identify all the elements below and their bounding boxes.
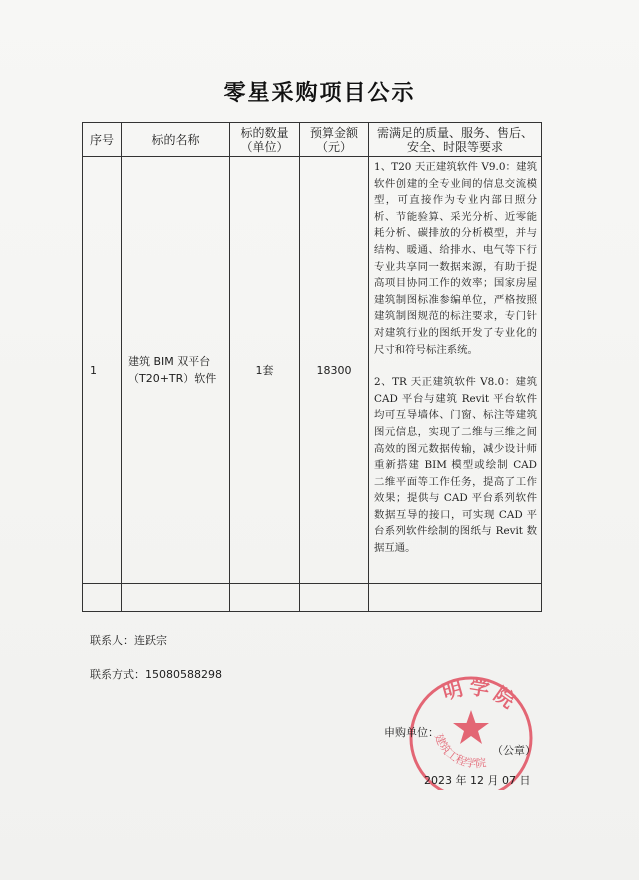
cell-quantity: 1套 (230, 157, 300, 584)
star-icon (453, 710, 489, 744)
cell-index: 1 (83, 157, 122, 584)
cell-budget: 18300 (300, 157, 369, 584)
header-budget-line1: 预算金额 (309, 125, 358, 140)
cell-item-name: 建筑 BIM 双平台（T20+TR）软件 (122, 157, 230, 584)
official-seal-label: （公章） (492, 744, 536, 757)
empty-cell (122, 584, 230, 612)
seal-bottom-text: 建筑工程学院 (431, 732, 488, 771)
seal-top-text: 明学院 (439, 674, 523, 716)
header-quantity-line2: （单位） (240, 139, 289, 154)
empty-cell (300, 584, 369, 612)
header-quantity (230, 123, 300, 157)
signature-date: 2023 年 12 月 07 日 (424, 774, 531, 787)
table-header-row (83, 123, 542, 157)
empty-cell (83, 584, 122, 612)
requirement-paragraph-1: 1、T20 天正建筑软件 V9.0：建筑软件创建的全专业间的信息交流模型，可直接作为专业内部日照分析、节能验算、采光分析、近零能耗分析、碳排放的分析模型，并与结构、暖通、给排水、电气等下行专业共享同一数据来源，有助于提高项目协同工作的效率；国家房屋建筑制图标准参编单位，严格按照建筑制图规范的标注要求，专门针对建筑行业的图纸开发了专业化的尺寸和符号标注系统。 (374, 161, 537, 356)
header-budget-line2: （元） (315, 139, 352, 154)
table-row-empty (83, 584, 542, 612)
contact-phone: 联系方式：15080588298 (90, 668, 222, 681)
empty-cell (369, 584, 542, 612)
requirement-paragraph-2: 2、TR 天正建筑软件 V8.0：建筑 CAD 平台与建筑 Revit 平台软件均可互导墙体、门窗、标注等建筑图元信息，实现了二维与三维之间高效的图元数据传输，减少设计师重新搭建 BIM 模型或绘制 CAD 二维平面等工作任务，提高了工作效果；提供与 CAD 平台系列软件数据互导的接口，可实现 CAD 平台系列软件绘制的图纸与 Revit 数据互通。 (374, 376, 537, 555)
procurement-table (82, 122, 542, 612)
empty-cell (230, 584, 300, 612)
applicant-label: 申购单位： (384, 726, 439, 739)
page-title: 零星采购项目公示 (223, 81, 416, 106)
header-requirements (369, 123, 542, 157)
header-quantity-line1: 标的数量 (240, 125, 289, 140)
table-row (83, 157, 542, 584)
header-requirements-line2: 安全、时限等要求 (406, 139, 503, 154)
contact-person: 联系人：连跃宗 (90, 634, 167, 647)
header-name: 标的名称 (122, 123, 230, 157)
header-requirements-line1: 需满足的质量、服务、售后、 (376, 125, 533, 140)
header-index: 序号 (83, 123, 122, 157)
header-budget (300, 123, 369, 157)
cell-requirements (369, 157, 542, 584)
